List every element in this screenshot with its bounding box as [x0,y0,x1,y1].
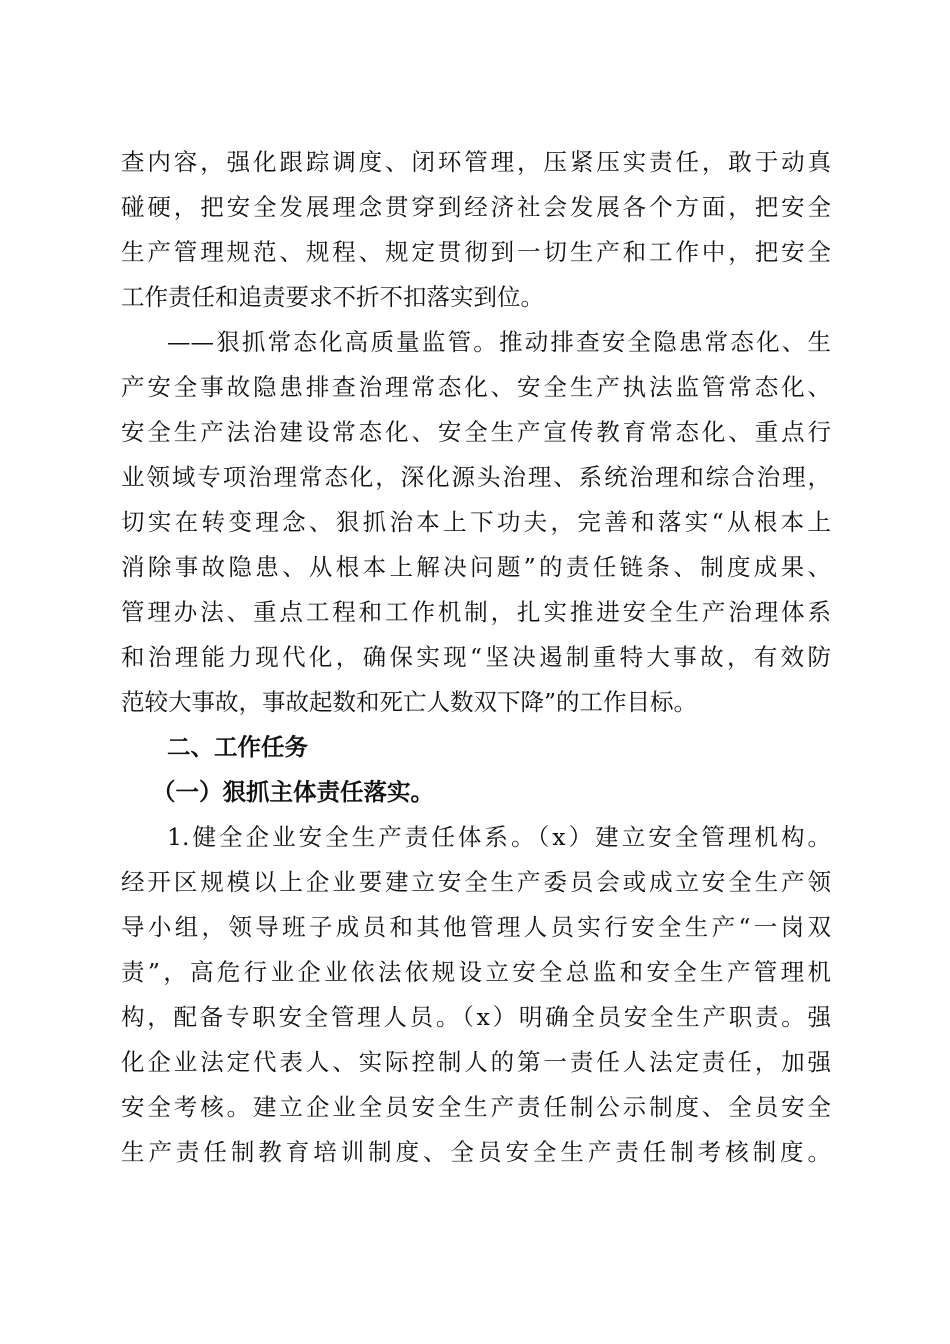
paragraph-line: 化企业法定代表人、实际控制人的第一责任人法定责任，加强 [121,1048,831,1076]
paragraph-line: 生产责任制教育培训制度、全员安全生产责任制考核制度。 [121,1138,831,1166]
paragraph-line: 碰硬，把安全发展理念贯穿到经济社会发展各个方面，把安全 [121,193,831,221]
paragraph-line: 查内容，强化跟踪调度、闭环管理，压紧压实责任，敢于动真 [121,148,831,176]
paragraph-line: 安全生产法治建设常态化、安全生产宣传教育常态化、重点行 [121,418,831,446]
paragraph-line: 工作责任和追责要求不折不扣落实到位。 [121,283,544,311]
section-heading: 二、工作任务 [167,733,308,761]
paragraph-line: 1.健全企业安全生产责任体系。（x）建立安全管理机构。 [167,823,831,851]
paragraph-line: 切实在转变理念、狠抓治本上下功夫，完善和落实“从根本上 [121,508,831,536]
paragraph-line: 产安全事故隐患排查治理常态化、安全生产执法监管常态化、 [121,373,831,401]
paragraph-line: 导小组，领导班子成员和其他管理人员实行安全生产“一岗双 [121,913,831,941]
subsection-heading: （一）狠抓主体责任落实。 [152,778,434,806]
paragraph-line: 管理办法、重点工程和工作机制，扎实推进安全生产治理体系 [121,598,831,626]
paragraph-line: ——狠抓常态化高质量监管。推动排查安全隐患常态化、生 [167,328,831,356]
paragraph-line: 安全考核。建立企业全员安全生产责任制公示制度、全员安全 [121,1093,831,1121]
paragraph-line: 经开区规模以上企业要建立安全生产委员会或成立安全生产领 [121,868,831,896]
paragraph-line: 责”，高危行业企业依法依规设立安全总监和安全生产管理机 [121,958,831,986]
paragraph-line: 构，配备专职安全管理人员。（x）明确全员安全生产职责。强 [121,1003,831,1031]
paragraph-line: 和治理能力现代化，确保实现“坚决遏制重特大事故，有效防 [121,643,831,671]
paragraph-line: 生产管理规范、规程、规定贯彻到一切生产和工作中，把安全 [121,238,831,266]
paragraph-line: 消除事故隐患、从根本上解决问题”的责任链条、制度成果、 [121,553,831,581]
paragraph-line: 业领域专项治理常态化，深化源头治理、系统治理和综合治理， [121,463,831,491]
paragraph-line: 范较大事故，事故起数和死亡人数双下降”的工作目标。 [121,688,698,716]
